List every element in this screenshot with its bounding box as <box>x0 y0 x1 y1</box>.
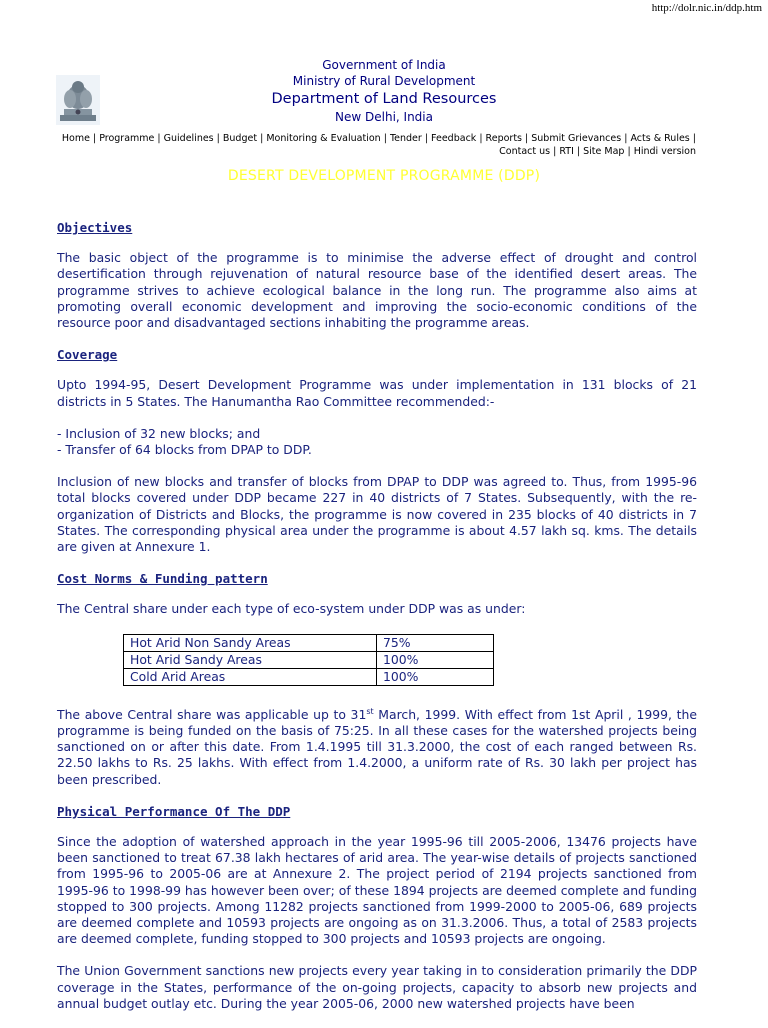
coverage-heading: Coverage <box>57 347 118 363</box>
nav-reports[interactable]: Reports <box>485 133 522 144</box>
objectives-text: The basic object of the programme is to minimise the adverse effect of drought and control desertification through rejuvenation of natural resource base of the identified desert areas. The programme strives to achieve ecological balance in the long run. The programme also aims at promoting overall economic development and improving the socio-economic conditions of the resource poor and disadvantaged sections inhabiting the programme areas. <box>57 250 697 331</box>
central-share-table <box>123 634 494 686</box>
ordinal-suffix: st <box>366 706 374 716</box>
nav-submit-grievances[interactable]: Submit Grievances <box>531 133 622 144</box>
site-header <box>0 57 768 125</box>
performance-paragraph-1: Since the adoption of watershed approach in the year 1995-96 till 2005-2006, 13476 projects have been sanctioned to treat 67.38 lakh hectares of arid area. The year-wise details of projects sanctioned from 1995-96 to 2005-06 are at Annexure 2. The project period of 2194 projects sanctioned from 1995-96 to 1998-99 has however been over; of these 1894 projects are deemed complete and funding stopped to 300 projects. Among 11282 projects sanctioned from 1999-2000 to 2005-06, 689 projects are deemed complete and 10593 projects are ongoing as on 31.3.2006. Thus, a total of 2583 projects are deemed complete, funding stopped to 300 projects and 10593 projects are ongoing. <box>57 834 697 947</box>
nav-hindi-version[interactable]: Hindi version <box>633 146 696 157</box>
performance-heading: Physical Performance Of The DDP <box>57 803 291 819</box>
coverage-paragraph-1: Upto 1994-95, Desert Development Programme was under implementation in 131 blocks of 21 districts in 5 States. The Hanumantha Rao Committee recommended:- <box>57 377 697 409</box>
table-row <box>124 651 494 668</box>
area-cell: Hot Arid Sandy Areas <box>124 651 377 668</box>
page-title: DESERT DEVELOPMENT PROGRAMME (DDP) <box>227 168 541 184</box>
table-row <box>124 634 494 651</box>
nav-home[interactable]: Home <box>61 133 90 144</box>
cost-intro: The Central share under each type of eco-system under DDP was as under: <box>57 601 526 617</box>
header-department: Department of Land Resources <box>271 91 497 107</box>
nav-tender[interactable]: Tender <box>389 133 422 144</box>
coverage-bullet-2: - Transfer of 64 blocks from DPAP to DDP. <box>57 442 312 458</box>
funding-paragraph <box>57 704 697 788</box>
nav-feedback[interactable]: Feedback <box>431 133 477 144</box>
nav-acts-rules[interactable]: Acts & Rules <box>630 133 690 144</box>
top-navigation: Home | Programme | Guidelines | Budget | Monitoring & Evaluation | Tender | Feedback | Reports | Submit Grievances | Acts & Rules | Contact us | RTI | Site Map | Hindi version <box>61 133 696 157</box>
nav-programme[interactable]: Programme <box>99 133 155 144</box>
performance-paragraph-2: The Union Government sanctions new projects every year taking in to consideration primarily the DDP coverage in the States, performance of the on-going projects, capacity to absorb new projects and annual budget outlay etc. During the year 2005-06, 2000 new watershed projects have been <box>57 963 697 1011</box>
cost-heading: Cost Norms & Funding pattern <box>57 571 268 587</box>
nav-rti[interactable]: RTI <box>559 146 574 157</box>
objectives-heading: Objectives <box>57 220 133 235</box>
area-cell: Cold Arid Areas <box>124 668 377 685</box>
header-location: New Delhi, India <box>335 110 433 124</box>
main-content <box>57 220 697 1028</box>
nav-monitoring-evaluation[interactable]: Monitoring & Evaluation <box>266 133 381 144</box>
nav-contact-us[interactable]: Contact us <box>499 146 551 157</box>
share-cell: 100% <box>377 651 494 668</box>
coverage-bullets <box>57 426 697 458</box>
header-ministry: Ministry of Rural Development <box>292 74 476 88</box>
share-cell: 75% <box>377 634 494 651</box>
funding-text-start: The above Central share was applicable up to 31 <box>57 706 367 722</box>
share-cell: 100% <box>377 668 494 685</box>
nav-guidelines[interactable]: Guidelines <box>163 133 214 144</box>
area-cell: Hot Arid Non Sandy Areas <box>124 634 377 651</box>
nav-site-map[interactable]: Site Map <box>583 146 625 157</box>
page-url: http://dolr.nic.in/ddp.htm <box>651 2 762 14</box>
coverage-paragraph-2: Inclusion of new blocks and transfer of blocks from DPAP to DDP was agreed to. Thus, from 1995-96 total blocks covered under DDP became 227 in 40 districts of 7 States. Subsequently, with the re-organization of Districts and Blocks, the programme is now covered in 235 blocks of 40 districts in 7 States. The corresponding physical area under the programme is about 4.57 lakh sq. kms. The details are given at Annexure 1. <box>57 474 697 555</box>
funding-text-rest: March, 1999. With effect from 1st April , 1999, the programme is being funded on the basis of 75:25. In all these cases for the watershed projects being sanctioned on or after this date. From 1.4.1995 till 31.3.2000, the cost of each ranged between Rs. 22.50 lakhs to Rs. 25 lakhs. With effect from 1.4.2000, a uniform rate of Rs. 30 lakh per project has been prescribed. <box>57 706 697 787</box>
header-government: Government of India <box>322 58 446 72</box>
coverage-bullet-1: - Inclusion of 32 new blocks; and <box>57 425 261 441</box>
nav-budget[interactable]: Budget <box>222 133 258 144</box>
table-row <box>124 668 494 685</box>
